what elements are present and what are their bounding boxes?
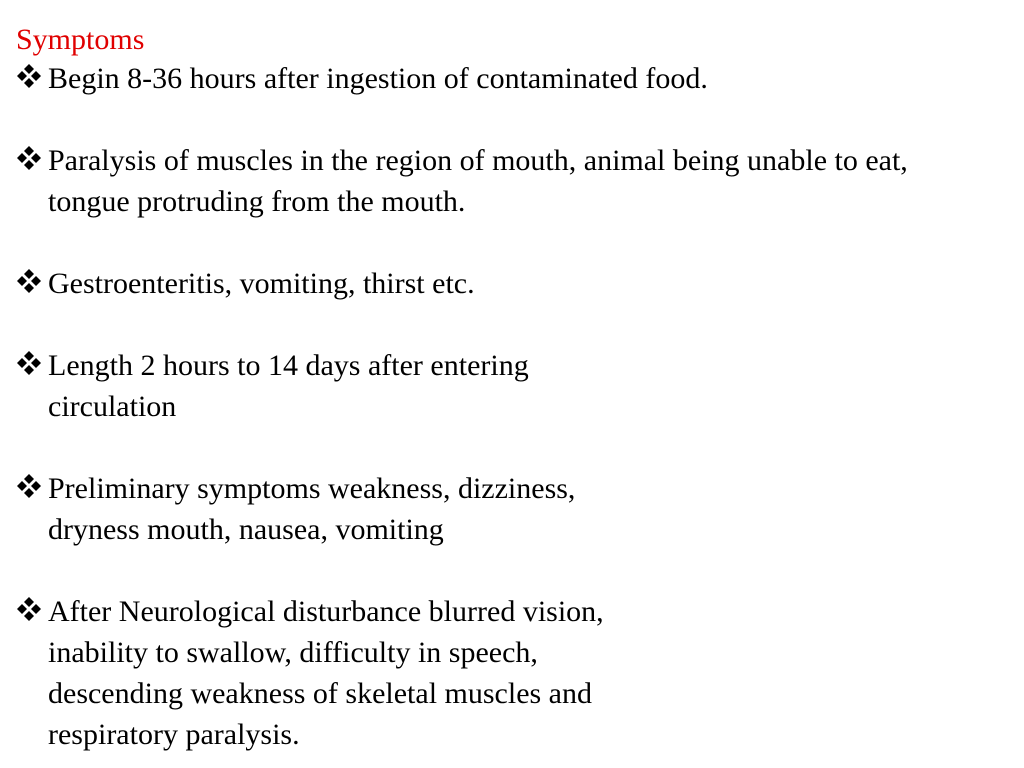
bullet-text: Preliminary symptoms weakness, dizziness, dryness mouth, nausea, vomiting xyxy=(48,472,576,546)
bullet-text: Length 2 hours to 14 days after entering circulation xyxy=(48,349,529,423)
bullet-item xyxy=(16,345,1008,427)
four-diamond-bullet-icon xyxy=(16,58,48,99)
four-diamond-bullet-icon xyxy=(16,140,48,181)
four-diamond-bullet-icon xyxy=(16,468,48,509)
bullet-list xyxy=(16,58,1008,755)
four-diamond-bullet-icon xyxy=(16,591,48,632)
bullet-item xyxy=(16,263,1008,304)
bullet-text: Begin 8-36 hours after ingestion of contaminated food. xyxy=(48,62,708,95)
bullet-text: Paralysis of muscles in the region of mouth, animal being unable to eat, tongue protruding from the mouth. xyxy=(48,144,908,218)
bullet-item xyxy=(16,468,1008,550)
bullet-text: After Neurological disturbance blurred vision, inability to swallow, difficulty in speech, descending weakness of skeletal muscles and respiratory paralysis. xyxy=(48,595,604,751)
slide-title: Symptoms xyxy=(16,23,145,56)
four-diamond-bullet-icon xyxy=(16,263,48,304)
four-diamond-bullet-icon xyxy=(16,345,48,386)
bullet-item xyxy=(16,140,1008,222)
bullet-item xyxy=(16,58,1008,99)
bullet-item xyxy=(16,591,1008,755)
bullet-text: Gestroenteritis, vomiting, thirst etc. xyxy=(48,267,475,300)
